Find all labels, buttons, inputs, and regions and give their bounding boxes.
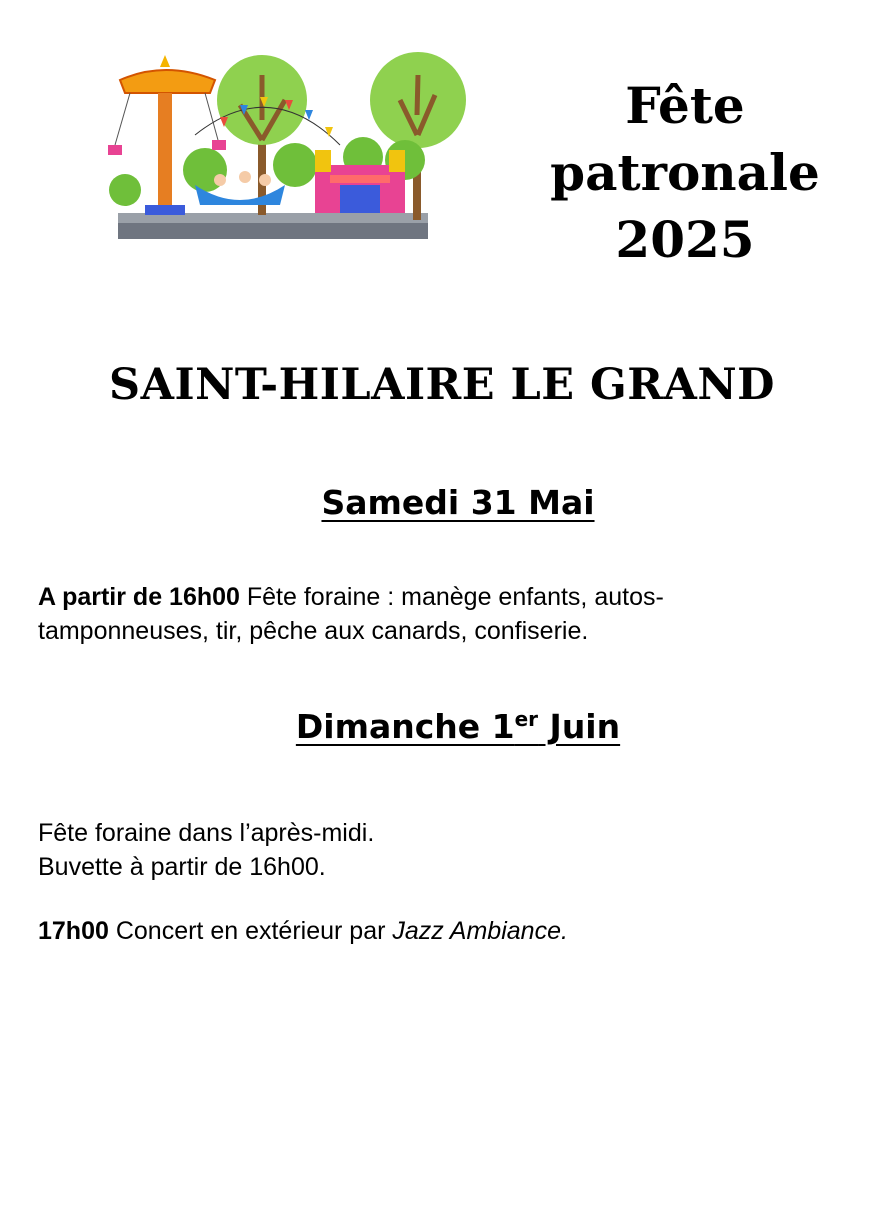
tree-middle	[217, 55, 307, 215]
bush-far-left	[109, 174, 141, 206]
saturday-text-1: Fête foraine : manège enfants, autos-	[239, 583, 664, 611]
title-line-3: 2025	[615, 210, 755, 269]
sunday-heading-sup: er	[514, 707, 539, 731]
title-line-1: Fête	[625, 76, 745, 135]
concert-text: Concert en extérieur par	[108, 917, 393, 945]
saturday-time: A partir de 16h00	[38, 583, 240, 611]
ground-strip	[118, 223, 428, 239]
event-title	[530, 72, 840, 273]
sunday-heading	[0, 707, 884, 746]
sunday-heading-suffix: Juin	[538, 707, 621, 746]
bush-middle	[273, 143, 317, 187]
town-name: SAINT-HILAIRE LE GRAND	[109, 360, 775, 410]
sunday-heading-prefix: Dimanche 1	[295, 707, 515, 746]
sunday-description	[38, 816, 858, 884]
saturday-line-1	[38, 580, 858, 614]
saturday-line-2: tamponneuses, tir, pêche aux canards, confiserie.	[38, 617, 589, 645]
fairground-illustration	[100, 45, 470, 250]
sunday-line-2: Buvette à partir de 16h00.	[38, 853, 326, 881]
concert-time: 17h00	[38, 917, 109, 945]
sunday-line-1: Fête foraine dans l’après-midi.	[38, 819, 375, 847]
saturday-heading: Samedi 31 Mai	[321, 483, 595, 522]
concert-line	[38, 914, 858, 948]
title-line-2: patronale	[550, 143, 820, 202]
concert-band: Jazz Ambiance.	[392, 917, 568, 945]
saturday-description	[38, 580, 858, 648]
